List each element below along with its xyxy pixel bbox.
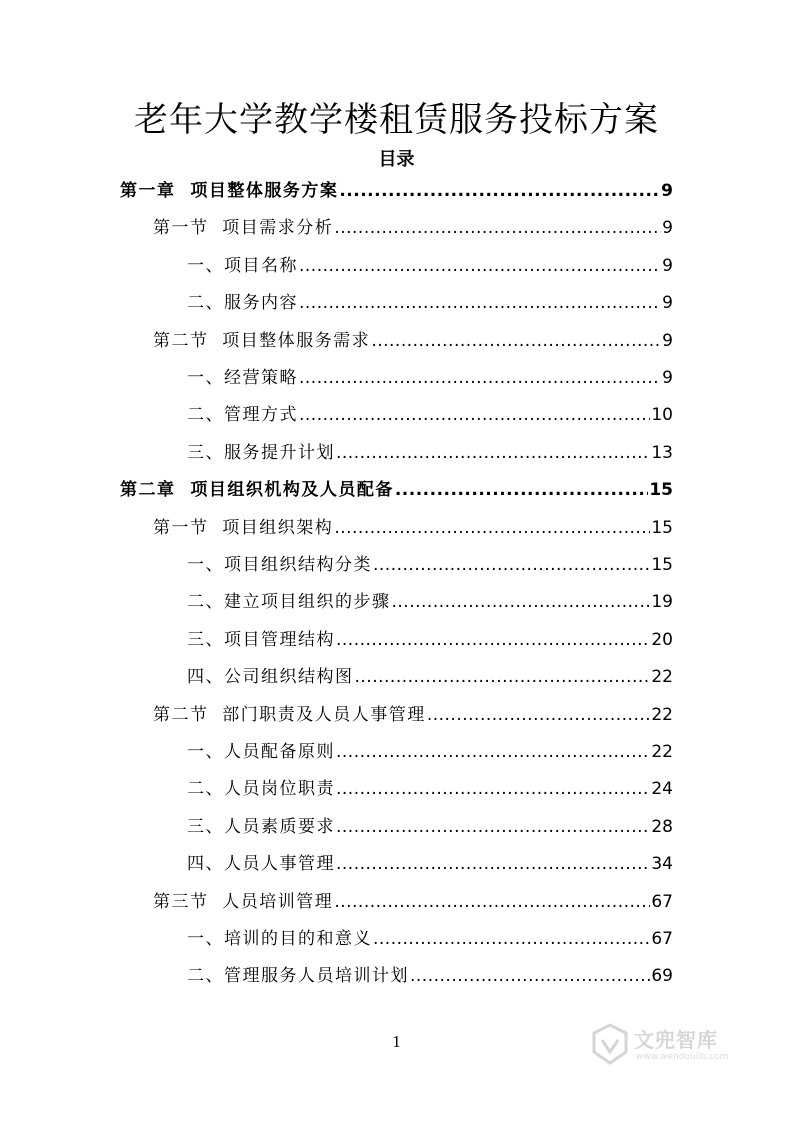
toc-leader-dots — [336, 737, 650, 767]
toc-entry[interactable] — [187, 812, 673, 842]
toc-entry-label: 第一节 项目需求分析 — [153, 218, 334, 239]
toc-entry-page: 28 — [651, 816, 673, 837]
toc-entry-label: 一、培训的目的和意义 — [187, 929, 372, 949]
toc-entry-page: 22 — [651, 742, 673, 762]
toc-entry-label: 一、项目名称 — [187, 255, 298, 276]
toc-leader-dots — [299, 400, 650, 430]
toc-entry-label: 三、服务提升计划 — [187, 442, 335, 463]
toc-entry[interactable] — [187, 849, 673, 879]
toc-entry[interactable] — [187, 625, 673, 655]
toc-entry-label: 第一节 项目组织架构 — [153, 517, 334, 538]
toc-entry-page: 67 — [651, 929, 673, 949]
toc-leader-dots — [336, 438, 650, 468]
toc-entry-label: 二、管理方式 — [187, 405, 298, 426]
toc-entry[interactable] — [153, 326, 673, 356]
toc-entry[interactable] — [187, 774, 673, 804]
toc-entry-label: 二、管理服务人员培训计划 — [187, 966, 409, 987]
toc-entry[interactable] — [187, 251, 673, 281]
toc-entry[interactable] — [187, 961, 673, 991]
toc-leader-dots — [336, 774, 650, 804]
toc-entry-page: 9 — [662, 293, 673, 314]
toc-entry-page: 15 — [651, 555, 673, 575]
toc-entry-page: 22 — [651, 704, 673, 725]
toc-entry-page: 15 — [649, 480, 673, 501]
toc-entry-label: 四、人员人事管理 — [187, 854, 335, 875]
toc-entry[interactable] — [120, 176, 673, 206]
toc-leader-dots — [410, 961, 650, 991]
toc-leader-dots — [299, 288, 661, 318]
toc-entry-label: 第二节 部门职责及人员人事管理 — [153, 704, 426, 725]
toc-entry-label: 二、建立项目组织的步骤 — [187, 592, 391, 613]
toc-entry-page: 34 — [651, 854, 673, 875]
watermark-brand: 文兜智库 — [634, 1028, 718, 1052]
toc-entry-page: 69 — [651, 966, 673, 987]
toc-leader-dots — [334, 887, 650, 917]
toc-entry-label: 一、人员配备原则 — [187, 742, 335, 762]
toc-leader-dots — [392, 587, 651, 617]
page-number: 1 — [392, 1032, 401, 1051]
toc-entry-page: 22 — [651, 667, 673, 688]
document-title: 老年大学教学楼租赁服务投标方案 — [134, 100, 659, 140]
toc-entry[interactable] — [153, 887, 673, 917]
toc-entry-label: 第一章 项目整体服务方案 — [120, 181, 339, 201]
toc-entry-label: 一、项目组织结构分类 — [187, 555, 372, 575]
toc-entry[interactable] — [187, 288, 673, 318]
toc-leader-dots — [339, 176, 660, 206]
toc-leader-dots — [299, 251, 661, 281]
toc-entry[interactable] — [187, 550, 673, 580]
toc-entry-label: 三、人员素质要求 — [187, 816, 335, 837]
toc-entry[interactable] — [153, 213, 673, 243]
toc-entry[interactable] — [187, 363, 673, 393]
toc-leader-dots — [334, 513, 650, 543]
toc-entry-page: 24 — [651, 779, 673, 800]
toc-entry[interactable] — [187, 737, 673, 767]
toc-entry-label: 第二节 项目整体服务需求 — [153, 330, 371, 351]
toc-entry-label: 第二章 项目组织机构及人员配备 — [120, 480, 394, 501]
toc-entry-page: 13 — [651, 442, 673, 463]
watermark-url: www.wendoulib.com — [636, 1052, 729, 1062]
toc-entry-page: 9 — [661, 181, 673, 201]
toc-entry[interactable] — [120, 475, 673, 505]
toc-entry-label: 第三节 人员培训管理 — [153, 891, 334, 912]
toc-entry-page: 10 — [651, 405, 673, 426]
toc-entry[interactable] — [187, 924, 673, 954]
toc-leader-dots — [299, 363, 661, 393]
toc-entry-page: 9 — [662, 330, 673, 351]
toc-entry-page: 9 — [662, 218, 673, 239]
toc-heading: 目录 — [378, 149, 415, 170]
toc-leader-dots — [371, 326, 661, 356]
toc-entry-page: 9 — [662, 368, 673, 388]
toc-entry-page: 19 — [651, 592, 673, 613]
toc-entry-page: 9 — [662, 255, 673, 276]
toc-entry-label: 二、服务内容 — [187, 293, 298, 314]
toc-entry[interactable] — [187, 587, 673, 617]
watermark-logo — [588, 1022, 758, 1072]
toc-leader-dots — [373, 924, 650, 954]
toc-entry-label: 一、经营策略 — [187, 368, 298, 388]
toc-leader-dots — [334, 213, 661, 243]
toc-entry[interactable] — [153, 700, 673, 730]
toc-leader-dots — [427, 700, 651, 730]
toc-leader-dots — [373, 550, 650, 580]
toc-leader-dots — [336, 812, 650, 842]
toc-leader-dots — [355, 662, 651, 692]
toc-entry-page: 15 — [651, 517, 673, 538]
toc-entry-label: 二、人员岗位职责 — [187, 779, 335, 800]
toc-entry-label: 四、公司组织结构图 — [187, 667, 354, 688]
toc-entry[interactable] — [153, 513, 673, 543]
toc-entry[interactable] — [187, 400, 673, 430]
toc-entry-label: 三、项目管理结构 — [187, 629, 335, 650]
toc-entry[interactable] — [187, 662, 673, 692]
toc-entry[interactable] — [187, 438, 673, 468]
watermark-icon — [588, 1022, 632, 1066]
toc-leader-dots — [336, 625, 650, 655]
toc-entry-page: 67 — [651, 891, 673, 912]
toc-leader-dots — [336, 849, 650, 879]
toc-entry-page: 20 — [651, 629, 673, 650]
toc-leader-dots — [395, 475, 648, 505]
